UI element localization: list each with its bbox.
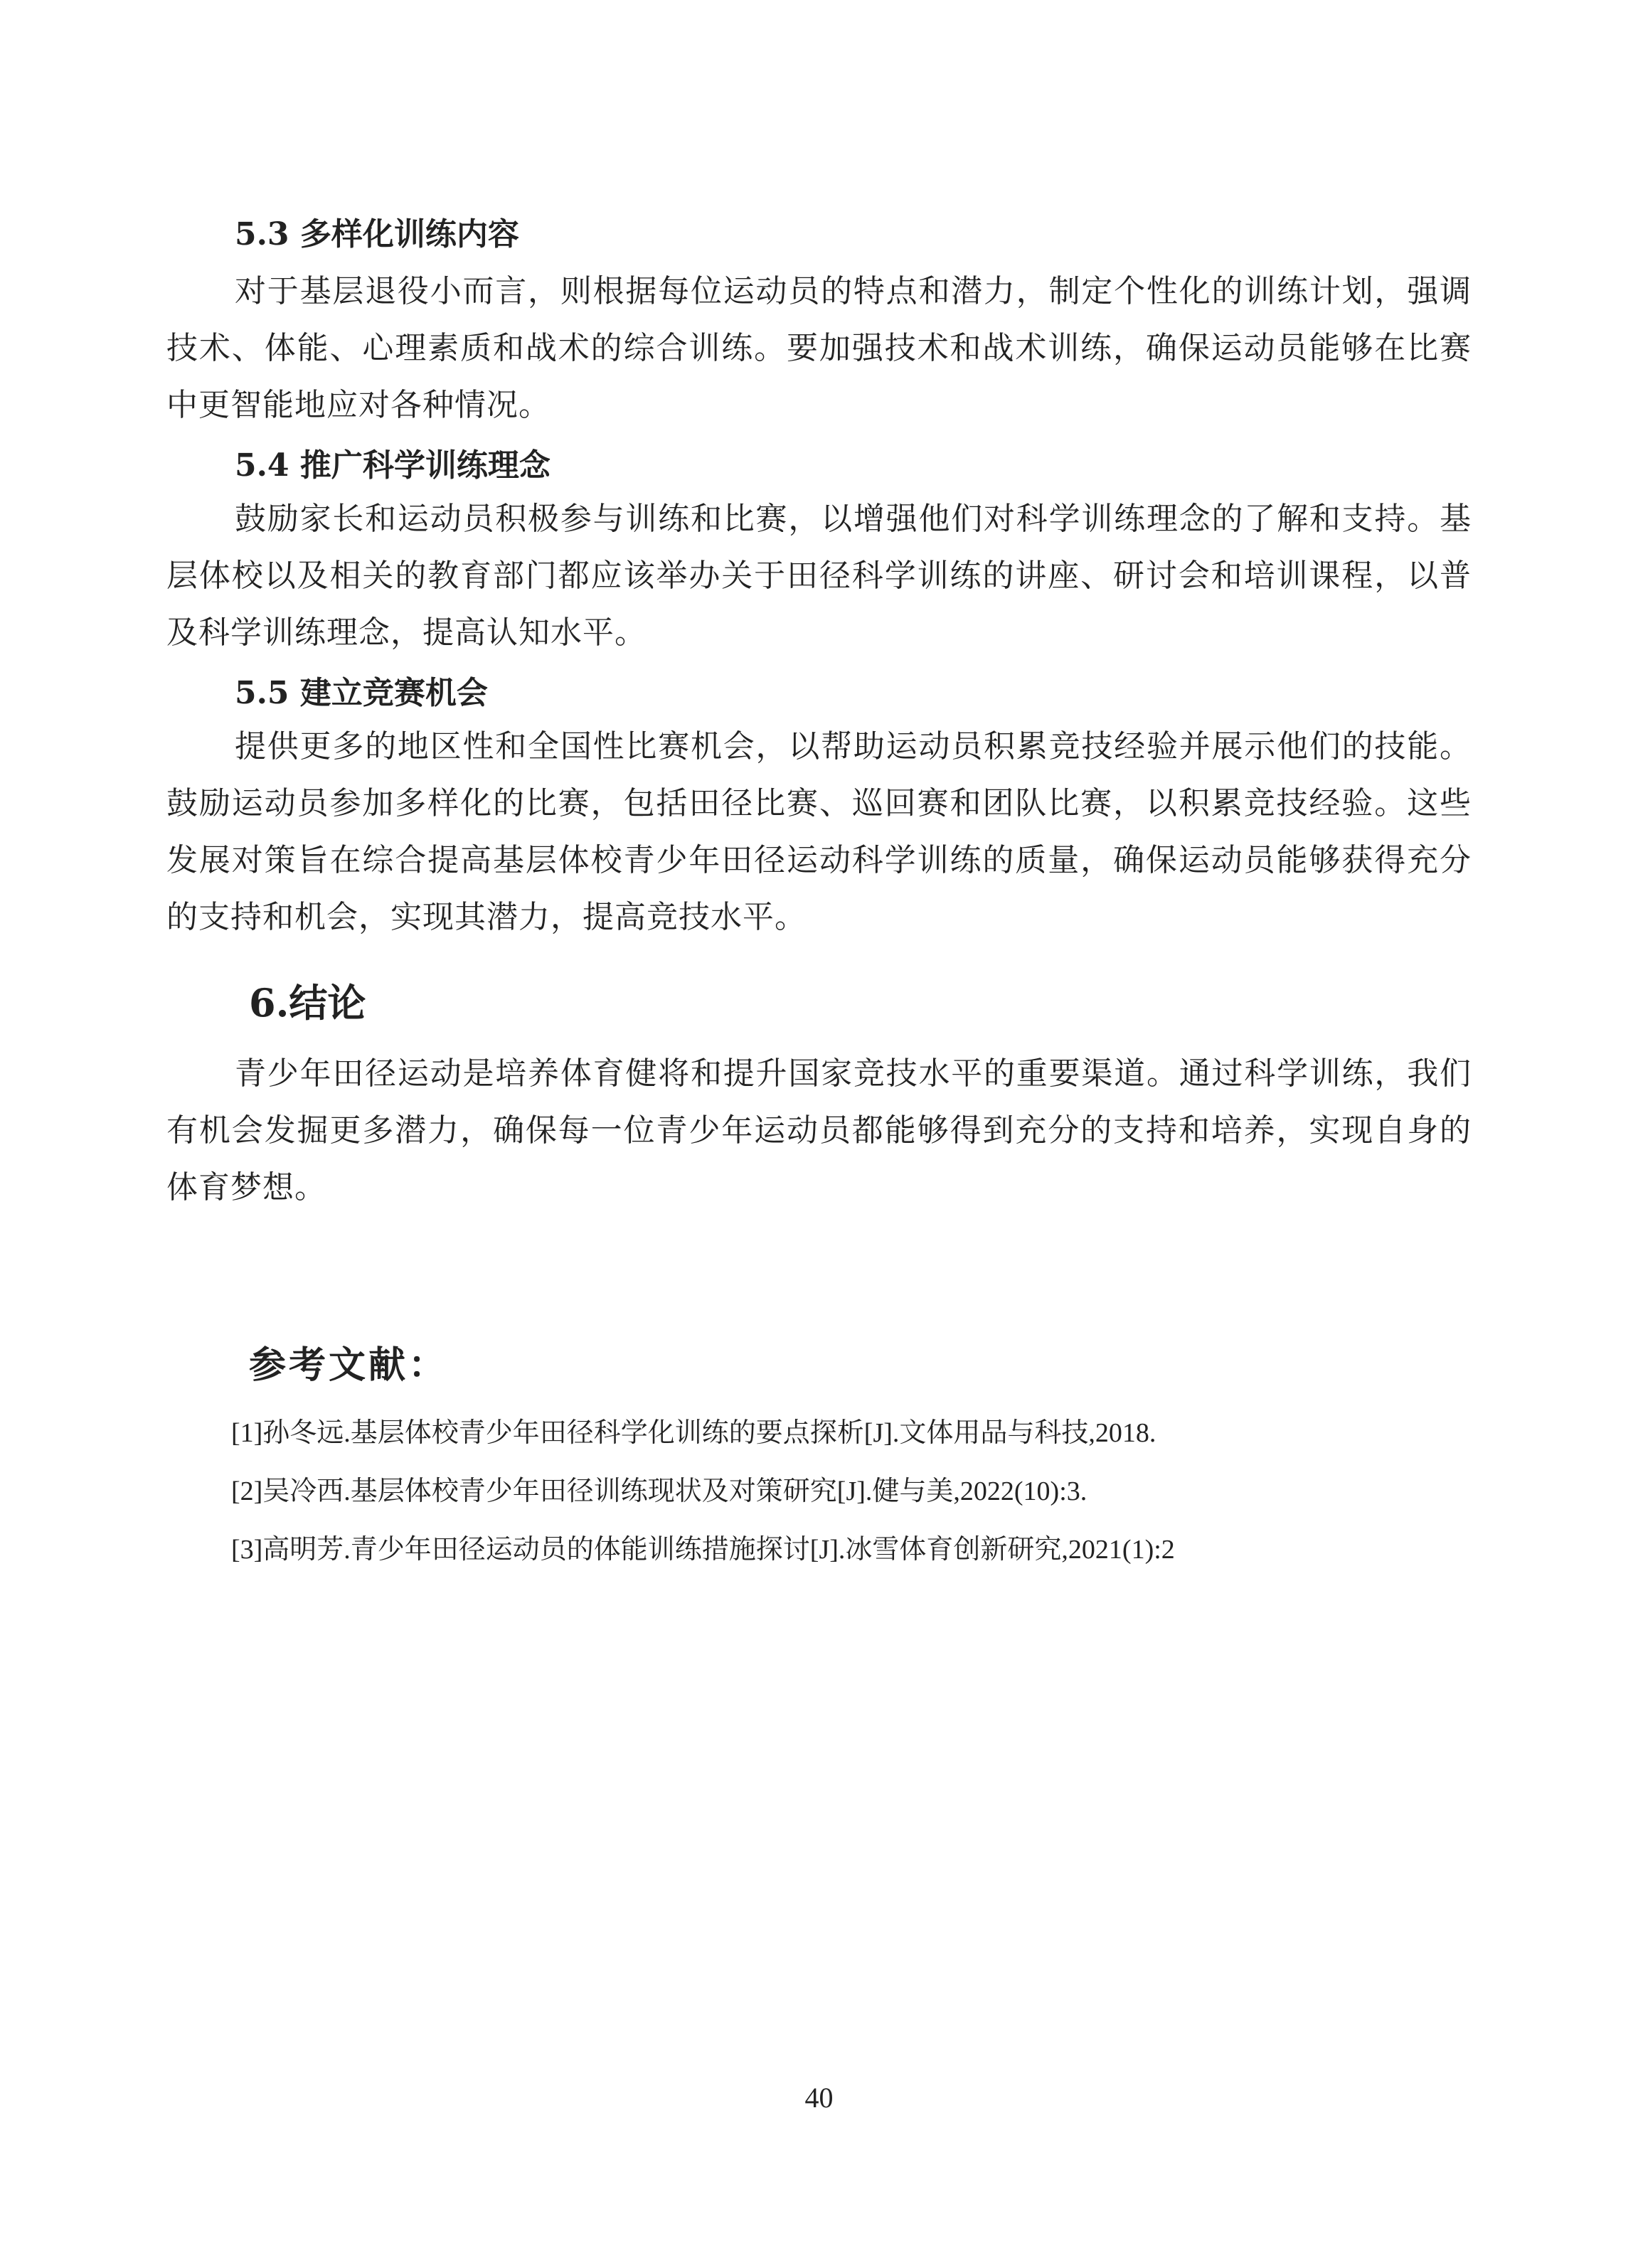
section-5-4-paragraph: 鼓励家长和运动员积极参与训练和比赛，以增强他们对科学训练理念的了解和支持。基层体校以及相关的教育部门都应该举办关于田径科学训练的讲座、研讨会和培训课程，以普及科学训练理念，提高认知水平。	[166, 501, 1472, 651]
section-5-5-paragraph: 提供更多的地区性和全国性比赛机会，以帮助运动员积累竞技经验并展示他们的技能。鼓励运动员参加多样化的比赛，包括田径比赛、巡回赛和团队比赛，以积累竞技经验。这些发展对策旨在综合提高基层体校青少年田径运动科学训练的质量，确保运动员能够获得充分的支持和机会，实现其潜力，提高竞技水平。	[166, 728, 1472, 935]
conclusion-paragraph: 青少年田径运动是培养体育健将和提升国家竞技水平的重要渠道。通过科学训练，我们有机会发掘更多潜力，确保每一位青少年运动员都能够得到充分的支持和培养，实现自身的体育梦想。	[166, 1055, 1472, 1205]
section-5-3-paragraph: 对于基层退役小而言，则根据每位运动员的特点和潜力，制定个性化的训练计划，强调技术、体能、心理素质和战术的综合训练。要加强技术和战术训练，确保运动员能够在比赛中更智能地应对各种情况。	[166, 273, 1472, 423]
section-5-3-heading: 5.3 多样化训练内容	[235, 216, 519, 252]
reference-item: [3]高明芳.青少年田径运动员的体能训练措施探讨[J].冰雪体育创新研究,2021(1):2	[231, 1535, 1175, 1565]
conclusion-heading: 6.结论	[249, 980, 366, 1026]
reference-item: [1]孙冬远.基层体校青少年田径科学化训练的要点探析[J].文体用品与科技,2018.	[231, 1418, 1156, 1448]
reference-item: [2]吴冷西.基层体校青少年田径训练现状及对策研究[J].健与美,2022(10):3.	[231, 1476, 1087, 1506]
section-5-4-heading: 5.4 推广科学训练理念	[235, 447, 551, 484]
page-number: 40	[804, 2082, 834, 2114]
references-title: 参考文献：	[249, 1343, 449, 1387]
section-5-5-heading: 5.5 建立竞赛机会	[235, 675, 488, 711]
